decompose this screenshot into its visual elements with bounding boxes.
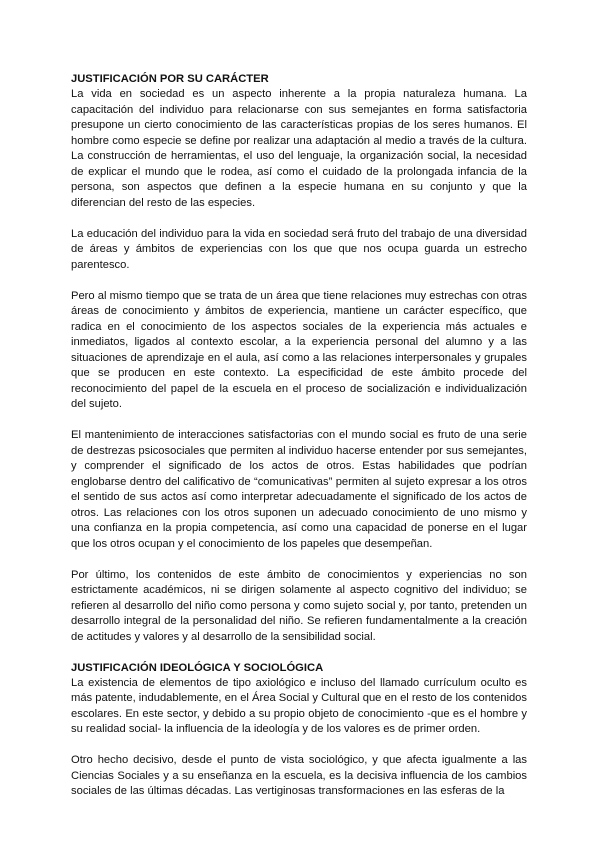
section-heading: JUSTIFICACIÓN POR SU CARÁCTER: [71, 73, 269, 85]
paragraph: La vida en sociedad es un aspecto inherente a la propia naturaleza humana. La capacitación del individuo para relacionarse con sus semejantes en forma satisfactoria presupone un cierto conocimiento de las características propias de los seres humanos. El hombre como especie se define por realizar una adaptación al medio a través de la cultura. La construcción de herramientas, el uso del lenguaje, la organización social, la necesidad de explicar el mundo que le rodea, así como el cuidado de la prolongada infancia de la persona, son aspectos que definen a la especie humana en su conjunto y que la diferencian del resto de las especies.: [71, 88, 527, 209]
paragraph: La existencia de elementos de tipo axiológico e incluso del llamado currículum oculto es más patente, indudablemente, en el Área Social y Cultural que en el resto de los contenidos escolares. En este sector, y debido a su propio objeto de conocimiento -que es el hombre y su realidad social- la influencia de la ideología y de los valores es de primer orden.: [71, 676, 527, 735]
document-page: [71, 72, 527, 800]
paragraph: Por último, los contenidos de este ámbito de conocimientos y experiencias no son estrictamente académicos, ni se dirigen solamente al aspecto cognitivo del individuo; se refieren al desarrollo del niño como persona y como sujeto social y, por tanto, pretenden un desarrollo integral de la personalidad del niño. Se refieren fundamentalmente a la creación de actitudes y valores y al desarrollo de la sensibilidad social.: [71, 568, 527, 643]
paragraph: Otro hecho decisivo, desde el punto de vista sociológico, y que afecta igualmente a las Ciencias Sociales y a su enseñanza en la escuela, es la decisiva influencia de los cambios sociales de las últimas décadas. Las vertiginosas transformaciones en las esferas de la: [71, 754, 527, 797]
paragraph: La educación del individuo para la vida en sociedad será fruto del trabajo de una diversidad de áreas y ámbitos de experiencias con los que que nos ocupa guarda un estrecho parentesco.: [71, 227, 527, 271]
section-ideological: [71, 661, 527, 800]
section-character: [71, 72, 527, 645]
section-heading: JUSTIFICACIÓN IDEOLÓGICA Y SOCIOLÓGICA: [71, 661, 324, 674]
paragraph: El mantenimiento de interacciones satisfactorias con el mundo social es fruto de una serie de destrezas psicosociales que permiten al individuo hacerse entender por sus semejantes, y comprender el significado de los actos de otros. Estas habilidades que podrían englobarse dentro del calificativo de “comunicativas” permiten al sujeto expresar a los otros el sentido de sus actos así como interpretar adecuadamente el significado de los actos de otros. Las relaciones con los otros suponen un adecuado conocimiento de uno mismo y una confianza en la propia competencia, así como una capacidad de ponerse en el lugar que los otros ocupan y el conocimiento de los papeles que desempeñan.: [71, 429, 527, 550]
paragraph: Pero al mismo tiempo que se trata de un área que tiene relaciones muy estrechas con otras áreas de conocimiento y ámbitos de experiencia, mantiene un carácter específico, que radica en el conocimiento de los aspectos sociales de la experiencia más actuales e inmediatos, ligados al contexto escolar, a la experiencia personal del alumno y a las situaciones de aprendizaje en el aula, así como a las relaciones interpersonales y grupales que se producen en este contexto. La especificidad de este ámbito procede del reconocimiento del papel de la escuela en el proceso de socialización e individualización del sujeto.: [71, 289, 527, 410]
